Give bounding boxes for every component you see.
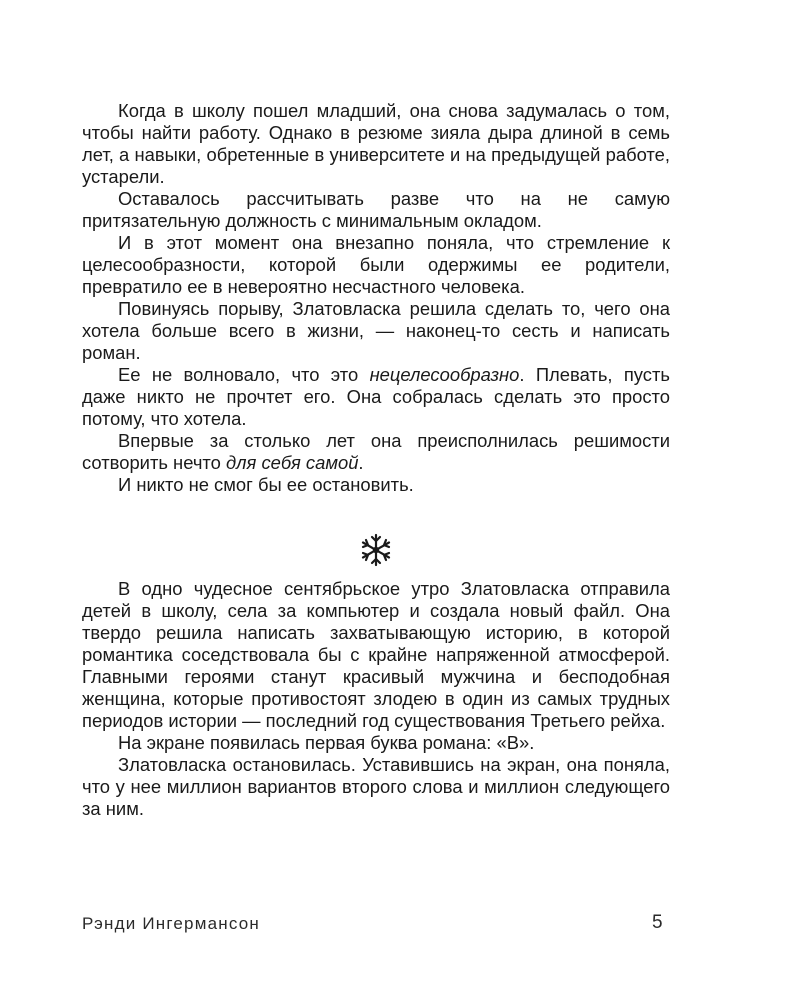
snowflake-ornament-icon bbox=[358, 532, 394, 568]
paragraph bbox=[82, 364, 670, 430]
paragraph: В одно чудесное сентябрьское утро Златовласка отправила детей в школу, села за компьютер и создала новый файл. Она твердо решила написать захватывающую историю, в которой романтика соседствовала бы с крайне напряженной атмосферой. Главными героями станут красивый мужчина и бесподобная женщина, которые противостоят злодею в один из самых трудных периодов истории — последний год существования Третьего рейха. bbox=[82, 578, 670, 731]
text-section-1 bbox=[82, 100, 670, 496]
emphasis-text: нецелесообразно bbox=[369, 364, 520, 385]
paragraph: На экране появилась первая буква романа: «В». bbox=[118, 732, 535, 753]
text-section-2 bbox=[82, 578, 670, 820]
footer-author: Рэнди Ингермансон bbox=[82, 914, 260, 933]
paragraph bbox=[82, 430, 670, 474]
paragraph: Златовласка остановилась. Уставившись на экран, она поняла, что у нее миллион вариантов второго слова и миллион следующего за ним. bbox=[82, 754, 670, 819]
paragraph: Повинуясь порыву, Златовласка решила сделать то, чего она хотела больше всего в жизни, — наконец-то сесть и написать роман. bbox=[82, 298, 670, 363]
paragraph: И в этот момент она внезапно поняла, что стремление к целесообразности, которой были одержимы ее родители, превратило ее в невероятно несчастного человека. bbox=[82, 232, 670, 297]
paragraph-text: Впервые за столько лет она преисполнилась решимости сотворить нечто bbox=[82, 430, 670, 473]
paragraph: Когда в школу пошел младший, она снова задумалась о том, чтобы найти работу. Однако в резюме зияла дыра длиной в семь лет, а навыки, обретенные в университете и на предыдущей работе, устарели. bbox=[82, 100, 670, 187]
paragraph-text: Ее не волновало, что это bbox=[118, 364, 370, 385]
emphasis-text: для себя самой bbox=[225, 452, 359, 473]
paragraph-text: . Плевать, пусть даже никто не прочтет его. Она собралась сделать это просто потому, что хотела. bbox=[82, 364, 670, 429]
paragraph-text: . bbox=[358, 452, 364, 473]
paragraph: Оставалось рассчитывать разве что на не самую притязательную должность с минимальным окладом. bbox=[82, 188, 670, 231]
paragraph: И никто не смог бы ее остановить. bbox=[118, 474, 414, 495]
page-number: 5 bbox=[652, 912, 663, 933]
